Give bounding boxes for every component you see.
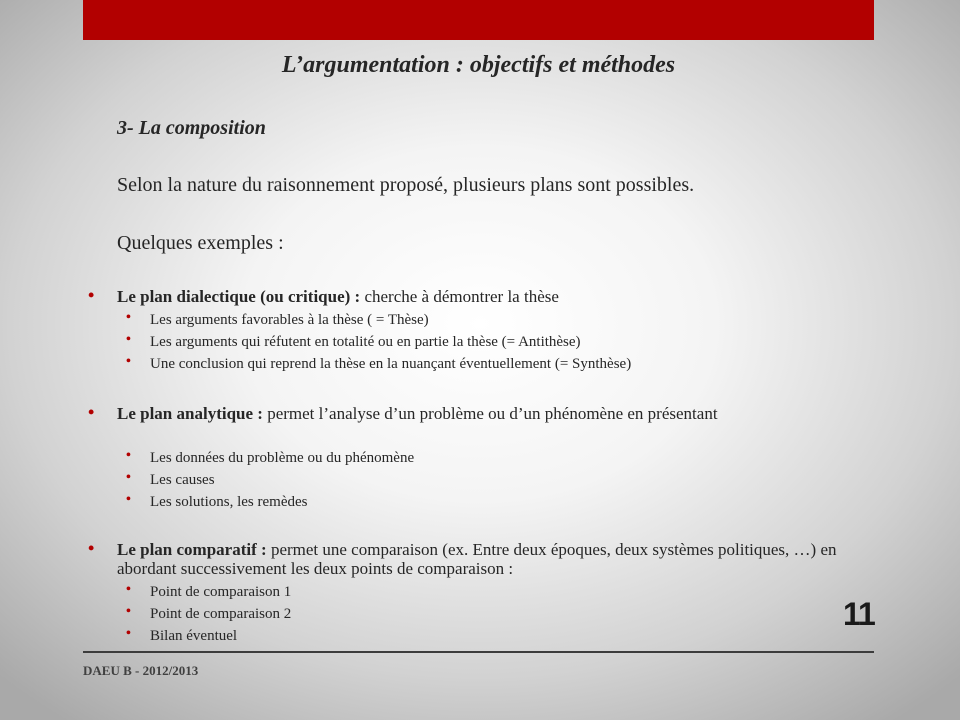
page-number: 11: [843, 596, 875, 632]
bullet-icon: •: [126, 626, 131, 641]
list-item: Une conclusion qui reprend la thèse en la nuançant éventuellement (= Synthèse): [150, 356, 632, 372]
bullet-icon: •: [126, 492, 131, 507]
list-item: Les causes: [150, 472, 215, 488]
bullet-icon: •: [126, 582, 131, 597]
bullet-icon: •: [126, 354, 131, 369]
list-item: Point de comparaison 2: [150, 606, 292, 622]
plan-name: Le plan dialectique (ou critique) :: [117, 287, 361, 306]
slide-title: L’argumentation : objectifs et méthodes: [281, 52, 676, 78]
plan-description: permet l’analyse d’un problème ou d’un phénomène en présentant: [262, 404, 718, 423]
bullet-icon: •: [88, 538, 95, 558]
list-item: Les données du problème ou du phénomène: [150, 450, 415, 466]
header-bar: [83, 0, 874, 40]
examples-label: Quelques exemples :: [117, 232, 284, 254]
intro-text: Selon la nature du raisonnement proposé, plusieurs plans sont possibles.: [117, 174, 695, 196]
section-heading: 3- La composition: [117, 117, 266, 139]
list-item: Les arguments qui réfutent en totalité ou en partie la thèse (= Antithèse): [150, 334, 581, 350]
plan-description: cherche à démontrer la thèse: [360, 287, 559, 306]
plan-dialectique: [117, 287, 837, 306]
footer-text: DAEU B - 2012/2013: [83, 663, 199, 678]
bullet-icon: •: [126, 332, 131, 347]
footer-divider: [83, 651, 874, 653]
bullet-icon: •: [126, 604, 131, 619]
list-item: Les solutions, les remèdes: [150, 494, 308, 510]
plan-name: Le plan comparatif :: [117, 540, 267, 559]
bullet-icon: •: [88, 285, 95, 305]
list-item: Point de comparaison 1: [150, 584, 292, 600]
plan-description: permet une comparaison (ex. Entre deux époques, deux systèmes politiques, …) en abordant successivement les deux points de comparaison :: [117, 540, 837, 578]
plan-analytique: [117, 404, 837, 423]
bullet-icon: •: [88, 402, 95, 422]
list-item: Bilan éventuel: [150, 628, 238, 644]
bullet-icon: •: [126, 310, 131, 325]
bullet-icon: •: [126, 448, 131, 463]
bullet-icon: •: [126, 470, 131, 485]
plan-name: Le plan analytique :: [117, 404, 263, 423]
list-item: Les arguments favorables à la thèse ( = Thèse): [150, 312, 429, 328]
plan-comparatif: [117, 540, 837, 578]
